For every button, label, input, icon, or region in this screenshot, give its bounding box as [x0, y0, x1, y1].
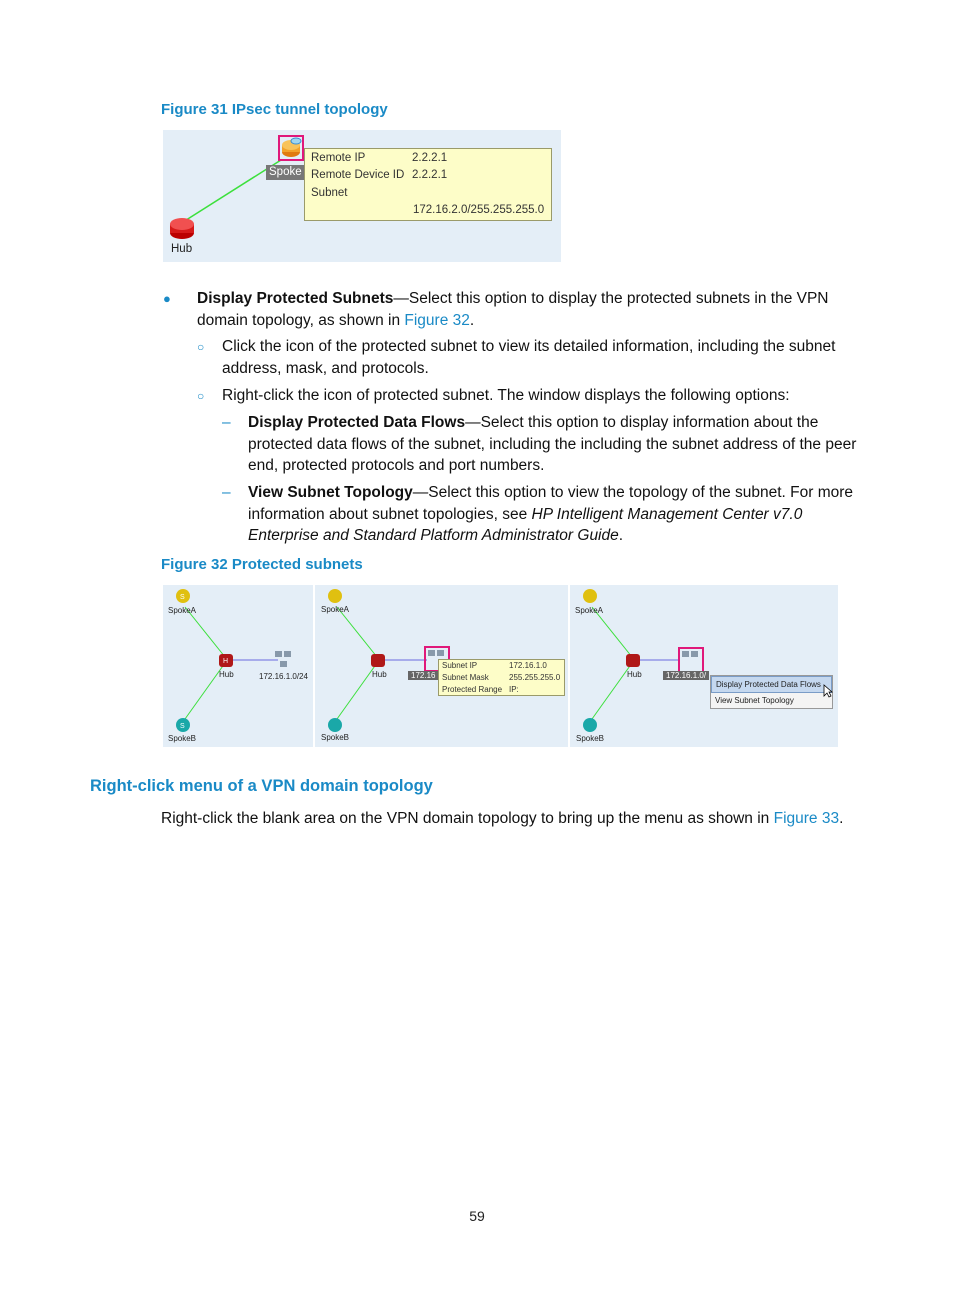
hub-icon [371, 654, 385, 667]
menu-display-protected-data-flows[interactable]: Display Protected Data Flows [711, 676, 832, 693]
spoke-a-label: SpokeA [168, 606, 197, 615]
text: . [618, 527, 624, 544]
figure-33-link[interactable]: Figure 33 [773, 810, 840, 827]
hub-label: Hub [627, 670, 642, 679]
subnet-tooltip [438, 659, 565, 696]
tooltip-label: Subnet Mask [442, 673, 489, 682]
cursor-icon [823, 684, 833, 698]
subnet-context-menu [710, 675, 833, 709]
subnet-label-partial: 172.16 [408, 671, 438, 680]
tooltip-label: Remote Device ID [311, 169, 405, 181]
option-view-subnet-topology [248, 482, 870, 547]
subnet-icon [682, 651, 689, 657]
tooltip-label: Subnet [311, 187, 348, 199]
link-hub-spokeb [592, 663, 632, 719]
spoke-icon-letter: S [180, 723, 185, 730]
tooltip-label: Remote IP [311, 152, 366, 164]
spoke-a-icon [583, 589, 597, 603]
hub-router-icon[interactable] [168, 215, 196, 241]
text: —Select this option to display information about the protected data flows of the subnet, including the including the subnet address of the peer end, protected protocols and port numbers. [248, 414, 857, 474]
section-heading: Right-click menu of a VPN domain topology [90, 777, 433, 795]
spoke-icon-letter: S [180, 594, 185, 601]
subnet-label: 172.16.1.0/24 [259, 672, 308, 681]
tooltip-value: 2.2.2.1 [412, 152, 448, 164]
hub-label: Hub [219, 670, 234, 679]
hub-icon-letter: H [223, 658, 229, 665]
text: . [469, 311, 475, 329]
dash-marker: – [222, 484, 231, 501]
bullet-dot: ● [163, 291, 171, 306]
spoke-a-label: SpokeA [321, 605, 350, 614]
dash-marker: – [222, 414, 231, 431]
subnet-icon [275, 651, 282, 657]
subnet-icon [428, 650, 435, 656]
section-paragraph [161, 808, 881, 830]
text: —Select this option to view the topology of the subnet. For more information about subnet topologies, see [248, 484, 854, 523]
figure-32-caption: Figure 32 Protected subnets [161, 556, 363, 573]
figure-31-caption: Figure 31 IPsec tunnel topology [161, 101, 388, 118]
spoke-a-icon [328, 589, 342, 603]
hub-label: Hub [372, 670, 387, 679]
tooltip-value: 172.16.2.0/255.255.255.0 [413, 204, 545, 216]
sub-bullet-circle: ○ [197, 389, 205, 403]
guide-title: HP Intelligent Management Center v7.0 Enterprise and Standard Platform Administrator Guide [248, 505, 803, 544]
text: —Select this option to display the protected subnets in the VPN domain topology, as shown in [197, 290, 829, 329]
text: Right-click the blank area on the VPN domain topology to bring up the menu as shown in [161, 810, 774, 827]
sub-bullet-click-icon: Click the icon of the protected subnet to view its detailed information, including the subnet address, mask, and protocols. [222, 338, 836, 377]
spoke-b-icon [583, 718, 597, 732]
spoke-b-label: SpokeB [576, 734, 605, 743]
spoke-label: Spoke [266, 165, 305, 180]
tooltip-label: Subnet IP [442, 661, 478, 670]
spoke-b-icon [328, 718, 342, 732]
link-hub-spokeb [337, 663, 377, 719]
term: Display Protected Subnets [197, 290, 394, 307]
page-number: 59 [469, 1208, 485, 1224]
tooltip-value: IP: [509, 685, 519, 694]
text: . [839, 810, 844, 827]
subnet-icon [437, 650, 444, 656]
router-icon [280, 137, 302, 159]
spoke-a-label: SpokeA [575, 606, 604, 615]
tooltip-label: Protected Range [442, 685, 503, 694]
sub-bullet-right-click: Right-click the icon of protected subnet. The window displays the following options: [222, 387, 790, 404]
figure-32-topology [163, 585, 838, 747]
sub-bullet-circle: ○ [197, 340, 205, 354]
tooltip-value: 172.16.1.0 [509, 661, 547, 670]
option-display-protected-data-flows [248, 412, 870, 477]
menu-view-subnet-topology[interactable]: View Subnet Topology [715, 696, 794, 705]
tooltip-value: 255.255.255.0 [509, 673, 561, 682]
spoke-b-label: SpokeB [321, 733, 350, 742]
subnet-icon [284, 651, 291, 657]
term: Display Protected Data Flows [248, 414, 466, 431]
subnet-icon [280, 661, 287, 667]
bullet-display-protected-subnets [197, 288, 872, 331]
tooltip-value: 2.2.2.1 [412, 169, 448, 181]
figure-32-link[interactable]: Figure 32 [404, 311, 470, 329]
hub-label: Hub [171, 243, 193, 255]
subnet-label-partial: 172.16.1.0/ [663, 671, 709, 680]
subnet-icon [691, 651, 698, 657]
link-spokea-hub [337, 607, 377, 657]
spoke-selection-box[interactable] [278, 135, 304, 161]
figure-31-topology [163, 130, 561, 262]
panel-3-links [570, 585, 838, 747]
spoke-b-label: SpokeB [168, 734, 197, 743]
ipsec-tunnel-tooltip [304, 148, 552, 221]
hub-icon [626, 654, 640, 667]
term: View Subnet Topology [248, 484, 413, 501]
